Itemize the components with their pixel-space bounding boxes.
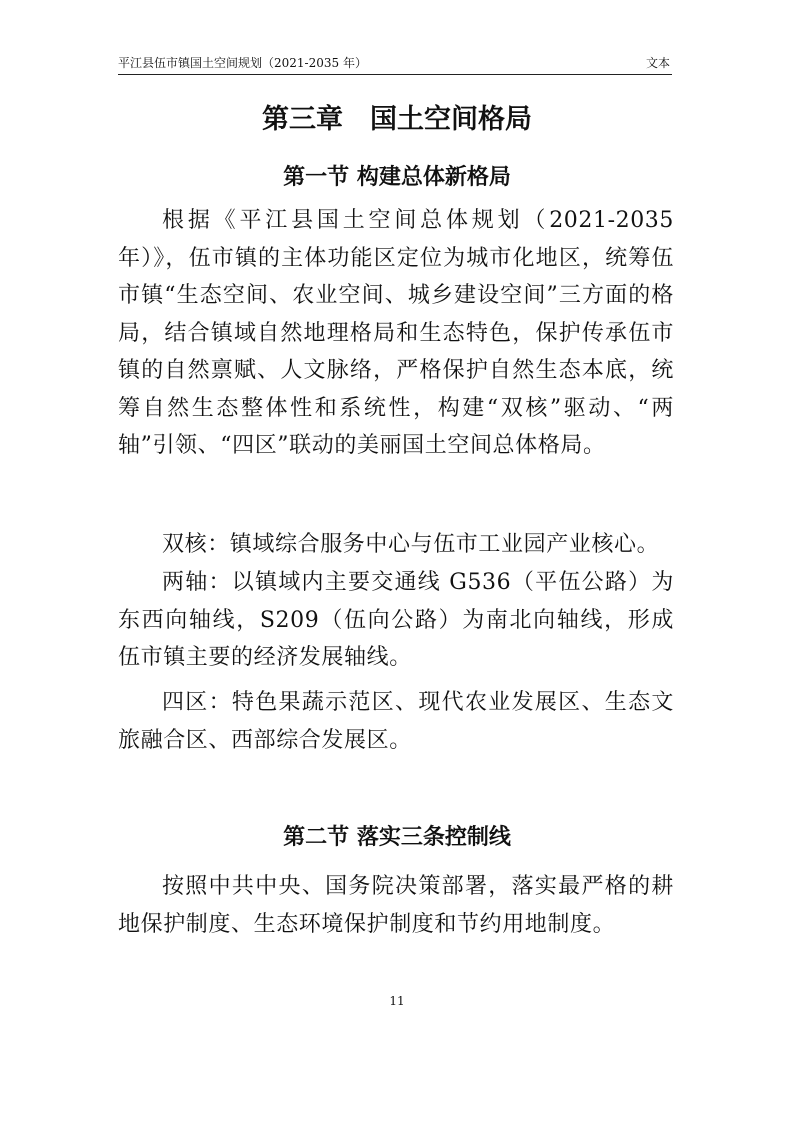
section1-paragraph-intro: 根据《平江县国土空间总体规划（2021-2035 年）》，伍市镇的主体功能区定位为城市化地区，统筹伍市镇“生态空间、农业空间、城乡建设空间”三方面的格局，结合镇域自然地理格局和生态特色，保护传承伍市镇的自然禀赋、人文脉络，严格保护自然生态本底，统筹自然生态整体性和系统性，构建“双核”驱动、“两轴”引领、“四区”联动的美丽国土空间总体格局。 bbox=[118, 208, 674, 458]
header-document-title: 平江县伍市镇国土空间规划（2021-2035 年） bbox=[118, 56, 367, 70]
section1-paragraph-dual-core: 双核：镇域综合服务中心与伍市工业园产业核心。 bbox=[162, 532, 660, 557]
section-title-1: 第一节 构建总体新格局 bbox=[283, 165, 511, 190]
section2-paragraph-intro: 按照中共中央、国务院决策部署，落实最严格的耕地保护制度、生态环境保护制度和节约用地制度。 bbox=[118, 874, 674, 937]
header-document-type: 文本 bbox=[645, 56, 670, 70]
section-title-2: 第二节 落实三条控制线 bbox=[283, 825, 511, 850]
page-number: 11 bbox=[389, 994, 405, 1008]
chapter-title: 第三章 国土空间格局 bbox=[262, 104, 532, 135]
section1-paragraph-two-axes: 两轴：以镇域内主要交通线 G536（平伍公路）为东西向轴线，S209（伍向公路）为南北向轴线，形成伍市镇主要的经济发展轴线。 bbox=[118, 570, 674, 670]
running-header bbox=[118, 52, 672, 75]
section1-paragraph-four-zones: 四区：特色果蔬示范区、现代农业发展区、生态文旅融合区、西部综合发展区。 bbox=[118, 690, 674, 753]
